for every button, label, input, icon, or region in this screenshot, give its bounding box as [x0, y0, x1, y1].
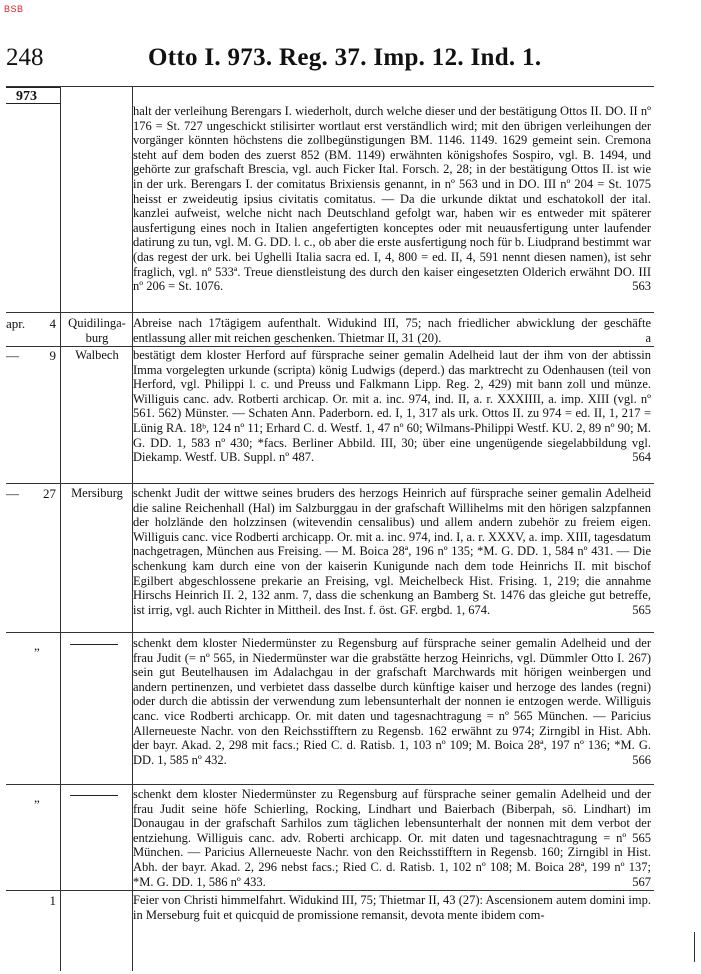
- entry-separator: [6, 784, 654, 785]
- regest-entry: [133, 104, 651, 294]
- entry-month: —: [6, 486, 19, 501]
- page-number: 248: [6, 44, 44, 71]
- entry-text: halt der verleihung Berengars I. wiederholt, durch welche dieser und der bestätigung Ottos II. DO. II nº 176 = St. 727 ungeschickt stilisirter wortlaut erst verständlich wird; mit den übrigen verleihungen der vorgänger könnten höchstens die zollbegünstigungen BM. 1146. 1149. 1629 gemeint sein. Cremona steht auf dem boden des zuerst 852 (BM. 1149) erwähnten königshofes Sospiro, vgl. B. 1494, und gehörte zur grafschaft Brescia, vgl. auch Ficker Ital. Forsch. 2, 28; in der bestätigung Ottos II. ist wie in der urk. Berengars I. der comitatus Brixiensis genannt, in nº 563 und in DO. III nº 204 = St. 1075 heisst er zweideutig ipsius civitatis comitatus. — Da die urkunde diktat und eschatokoll der ital. kanzlei aufweist, welche nicht nach Deutschland gefolgt war, haben wir es entweder mit späterer ausfertigung eines noch in Italien angefertigten konceptes oder mit neuausfertigung unter laufender datirung zu tun, vgl. M. G. DD. l. c., ob aber die erste ausfertigung noch für b. Liudprand bestimmt war (das regest der urk. bei Ughelli Italia sacra ed. I, 4, 800 = ed. II, 4, 591 nennt diesen namen), ist sehr fraglich, vgl. nº 533ª. Treue dienstleistung des durch den kaiser eingesetzten Olderich erwähnt DO. III nº 206 = St. 1076.: [133, 104, 651, 294]
- entry-number: 563: [632, 279, 651, 294]
- entry-number: 565: [632, 602, 651, 617]
- entry-separator: [6, 632, 654, 633]
- entry-month: „: [34, 790, 40, 805]
- entry-month: apr.: [6, 316, 26, 331]
- regest-entry: [133, 893, 651, 922]
- header-rule: [6, 86, 654, 87]
- entry-number: 567: [632, 874, 651, 889]
- entry-separator: [6, 346, 654, 347]
- entry-separator: [6, 483, 654, 484]
- entry-place: Quidilinga-burg: [68, 316, 126, 345]
- entry-separator: [6, 312, 654, 313]
- entry-place: Mersiburg: [71, 486, 123, 500]
- entry-text: Feier von Christi himmelfahrt. Widukind III, 75; Thietmar II, 43 (27): Ascensionem autem domini imp. in Merseburg fuit et quicquid de promissione remansit, devota mente ibidem com-: [133, 893, 651, 922]
- scan-edge-mark: [694, 932, 695, 962]
- place-dash: [70, 795, 118, 796]
- column-divider-left: [60, 87, 61, 971]
- entry-text: Abreise nach 17tägigem aufenthalt. Widukind III, 75; nach friedlicher abwicklung der geschäfte entlassung aller mit reichen geschenken. Thietmar II, 31 (20).: [133, 316, 651, 345]
- entry-text: schenkt Judit der wittwe seines bruders des herzogs Heinrich auf fürsprache seiner gemalin Adelheid die saline Reichenhall (Hal) im Salzburggau in der grafschaft Willihelms mit den hörigen salzpfannen der holzlände den holzzinsen (witevendin censalibus) und allem andern zubehör zu freiem eigen. Williguis canc. vice Rodberti archicapp. Or. mit a. inc. 974, ind. I, a. r. XXXV, a. imp. XIII, tagesdatum nachgetragen, München aus Freising. — M. Boica 28ª, 196 nº 135; *M. G. DD. 1, 584 nº 431. — Die schenkung kam durch eine von der kaiserin Kunigunde nach dem tode Heinrichs II. mit bischof Egilbert abgeschlossene prekarie an Freising, vgl. Meichelbeck Hist. Frising. 1, 219; die annahme Hirschs Heinrich II. 2, 132 anm. 7, dass die schenkung an Bamberg St. 1476 das gleiche gut betreffe, ist irrig, vgl. auch Richter in Mittheil. des Inst. f. öst. GF. ergbd. 1, 674.: [133, 486, 651, 617]
- entry-number: 564: [632, 450, 651, 465]
- entry-day: 27: [43, 486, 56, 501]
- regest-entry: [133, 787, 651, 889]
- page-title: Otto I. 973. Reg. 37. Imp. 12. Ind. 1.: [148, 44, 542, 71]
- entry-text: bestätigt dem kloster Herford auf fürsprache seiner gemalin Adelheid laut der ihm von der abtissin Imma vorgelegten urkunde (scripta) könig Ludwigs (deperd.) das marktrecht zu Odenhausen (teil von Herford, vgl. Philippi l. c. und Preuss und Falkmann Lipp. Reg. 2, 429) mit bann zoll und münze. Williguis canc. adv. Rotberti archicap. Or. mit a. inc. 974, ind. II, a. r. XXXIIII, a. imp. XIII (vgl. nº 561. 562) Münster. — Schaten Ann. Paderborn. ed. I, 1, 317 als urk. Ottos II. zu 974 = ed. II, 1, 217 = Lünig RA. 18ᵇ, 124 nº 11; Erhard C. d. Westf. 1, 47 nº 60; Wilmans-Philippi Westf. KU. 2, 89 nº 90; M. G. DD. 1, 583 nº 430; *facs. Berliner Abbild. III, 30; über eine ungenügende siegelabbildung vgl. Diekamp. Westf. UB. Suppl. nº 487.: [133, 348, 651, 465]
- entry-number: a: [645, 330, 651, 345]
- entry-place: Walbech: [75, 348, 119, 362]
- entry-month: „: [34, 638, 40, 653]
- regest-entry: [133, 348, 651, 465]
- entry-number: 566: [632, 752, 651, 767]
- entry-day: 9: [49, 348, 56, 363]
- entry-text: schenkt dem kloster Niedermünster zu Regensburg auf fürsprache seiner gemalin Adelheid und der frau Judit (= nº 565, in Niedermünster war die grabstätte herzog Heinrichs, vgl. Dümmler Otto I. 267) sein gut Beutelhausen im Adalachgau in der grafschaft Marchwards mit hörigen weinbergen und andern pertinenzen, und verbietet dass dasselbe durch künftige kaiser und herzoge des landes (regni) oder durch die abtissin der verwendung zum lebensunterhalt der nonnen ie entzogen werde. Williguis canc. vice Rodberti archicapp. Or. mit daten und tagesnachtragung = nº 565 München. — Paricius Allerneueste Nachr. von den Reichsstifftern zu Regensb. 162 erwähnt zu 974; Zirngibl in Hist. Abh. der bayr. Akad. 2, 298 mit facs.; Ried C. d. Ratisb. 1, 103 nº 109; M. Boica 28ª, 197 nº 136; *M. G. DD. 1, 585 nº 432.: [133, 636, 651, 767]
- entry-text: schenkt dem kloster Niedermünster zu Regensburg auf fürsprache seiner gemalin Adelheid und der frau Judit seine höfe Schierling, Rocking, Lindhart und Baierbach (Biberpah, sö. Lindhart) im Donaugau in der grafschaft Sarhilos zum täglichen lebensunterhalt der nonnen mit dem verbot der entziehung. Williguis canc. adv. Roberti archicapp. Or. mit daten und tagesnachtragung = nº 565 München. — Paricius Allerneueste Nachr. von den Reichsstifftern in Regensb. 160; Zirngibl in Hist. Abh. der bayr. Akad. 2, 296 nebst facs.; Ried C. d. Ratisb. 1, 102 nº 108; M. Boica 28ª, 199 nº 137; *M. G. DD. 1, 586 nº 433.: [133, 787, 651, 889]
- regest-entry: [133, 636, 651, 767]
- entry-day: 1: [49, 893, 56, 908]
- entry-separator: [6, 890, 654, 891]
- place-dash: [70, 644, 118, 645]
- regest-entry: [133, 316, 651, 345]
- regest-entry: [133, 486, 651, 617]
- entry-month: —: [6, 348, 19, 363]
- library-mark: BSB: [4, 4, 24, 14]
- year-label: 973: [6, 87, 60, 104]
- entry-day: 4: [49, 316, 56, 331]
